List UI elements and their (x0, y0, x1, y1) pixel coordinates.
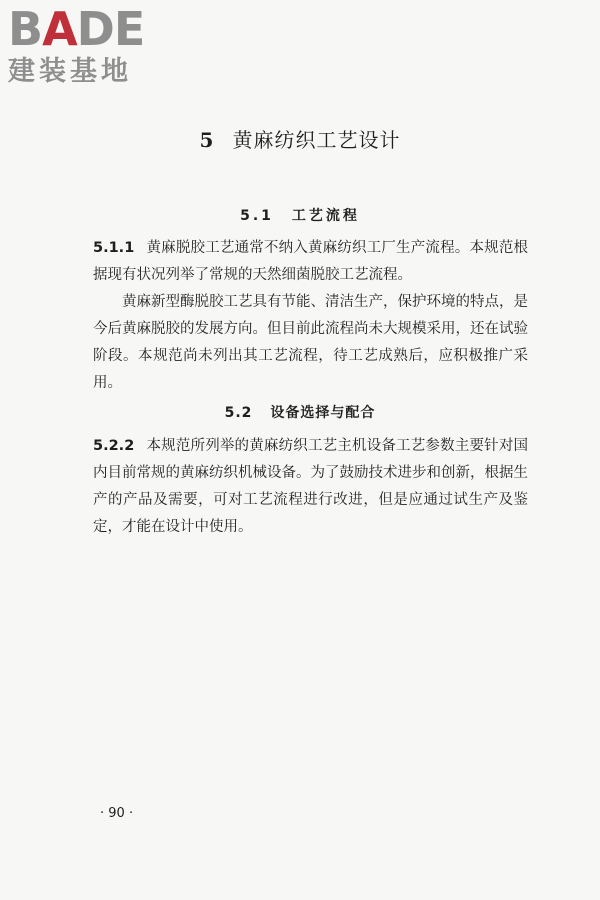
section-heading-5-2 (0, 402, 600, 422)
logo-wordmark (8, 4, 178, 54)
logo-subtitle: 建装基地 (8, 56, 132, 87)
page-number: · 90 · (100, 806, 134, 821)
section-title-text: 工艺流程 (291, 208, 360, 224)
logo-wordmark-accent: A (42, 2, 77, 56)
clause-number: 5.1.1 (93, 240, 135, 256)
chapter-title (0, 124, 600, 153)
clause-5-1-1 (93, 235, 528, 289)
clause-number: 5.2.2 (93, 438, 135, 454)
chapter-title-text: 黄麻纺织工艺设计 (232, 128, 401, 152)
paragraph-text: 黄麻新型酶脱胶工艺具有节能、清洁生产，保护环境的特点，是今后黄麻脱胶的发展方向。但目前此流程尚未大规模采用，还在试验阶段。本规范尚未列出其工艺流程，待工艺成熟后，应积极推广采用。 (93, 294, 528, 391)
clause-text: 黄麻脱胶工艺通常不纳入黄麻纺织工厂生产流程。本规范根据现有状况列举了常规的天然细菌脱胶工艺流程。 (93, 240, 528, 283)
section-title-text: 设备选择与配合 (270, 405, 376, 421)
clause-text: 本规范所列举的黄麻纺织工艺主机设备工艺参数主要针对国内目前常规的黄麻纺织机械设备。为了鼓励技术进步和创新，根据生产的产品及需要，可对工艺流程进行改进，但是应通过试生产及鉴定，才能在设计中使用。 (93, 438, 528, 535)
logo-wordmark-prefix: B (8, 2, 43, 56)
clause-5-2-2 (93, 433, 528, 541)
chapter-number: 5 (199, 128, 215, 152)
brand-logo (8, 4, 178, 88)
paragraph-enzyme-degumming (93, 289, 528, 397)
logo-wordmark-suffix: DE (76, 2, 145, 56)
section-number: 5.2 (224, 405, 253, 421)
section-heading-5-1 (0, 205, 600, 225)
section-number: 5.1 (240, 208, 274, 224)
